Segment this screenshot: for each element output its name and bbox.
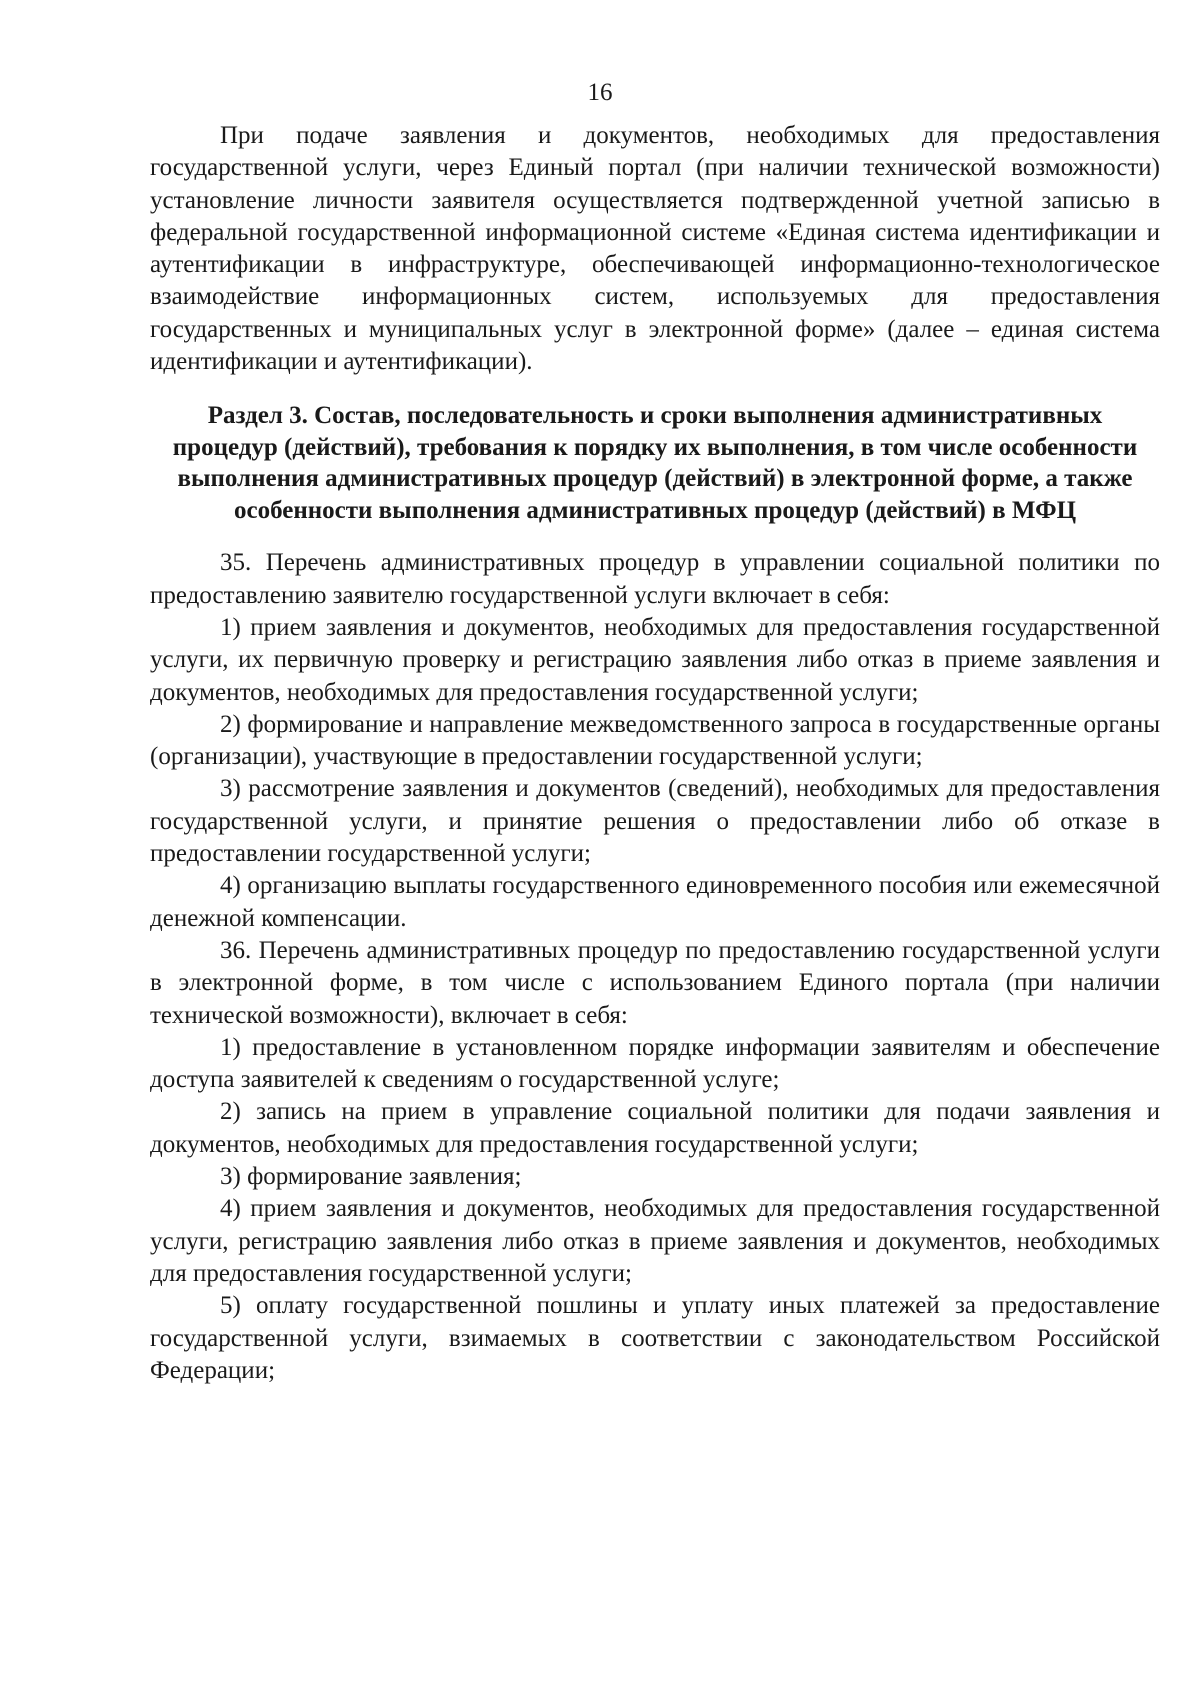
paragraph-36-item-2: 2) запись на прием в управление социальной политики для подачи заявления и документов, необходимых для предоставления государственной услуги; [150, 1098, 1160, 1158]
paragraph-36-item-4: 4) прием заявления и документов, необходимых для предоставления государственной услуги, регистрацию заявления либо отказ в приеме заявления и документов, необходимых для предоставления государственной услуги; [150, 1195, 1160, 1287]
paragraph-35-item-4: 4) организацию выплаты государственного единовременного пособия или ежемесячной денежной компенсации. [150, 872, 1160, 932]
page-number: 16 [587, 79, 613, 106]
section-3-heading: Раздел 3. Состав, последовательность и сроки выполнения административных процедур (действий), требования к порядку их выполнения, в том числе особенности выполнения административных процедур (действий) в электронной форме, а также особенности выполнения административных процедур (действий) в МФЦ [172, 402, 1138, 524]
paragraph-36-item-5: 5) оплату государственной пошлины и уплату иных платежей за предоставление государственной услуги, взимаемых в соответствии с законодательством Российской Федерации; [150, 1292, 1160, 1384]
paragraph-35-item-2: 2) формирование и направление межведомственного запроса в государственные органы (организации), участвующие в предоставлении государственной услуги; [150, 710, 1160, 771]
paragraph-35-item-3: 3) рассмотрение заявления и документов (сведений), необходимых для предоставления государственной услуги, и принятие решения о предоставлении либо об отказе в предоставлении государственной услуги; [150, 775, 1160, 868]
document-body [150, 120, 1160, 1387]
paragraph-35: 35. Перечень административных процедур в управлении социальной политики по предоставлению заявителю государственной услуги включает в себя: [150, 549, 1160, 609]
paragraph-36-item-1: 1) предоставление в установленном порядке информации заявителям и обеспечение доступа заявителей к сведениям о государственной услуге; [150, 1033, 1160, 1094]
paragraph-35-item-1: 1) прием заявления и документов, необходимых для предоставления государственной услуги, их первичную проверку и регистрацию заявления либо отказ в приеме заявления и документов, необходимых для предоставления государственной услуги; [150, 613, 1160, 706]
paragraph-36: 36. Перечень административных процедур по предоставлению государственной услуги в электронной форме, в том числе с использованием Единого портала (при наличии технической возможности), включает в себя: [150, 936, 1160, 1029]
paragraph-identity-verification: При подаче заявления и документов, необходимых для предоставления государственной услуги, через Единый портал (при наличии технической возможности) установление личности заявителя осуществляется подтвержденной учетной записью в федеральной государственной информационной системе «Единая система идентификации и аутентификации в инфраструктуре, обеспечивающей информационно-технологическое взаимодействие информационных систем, используемых для предоставления государственных и муниципальных услуг в электронной форме» (далее – единая система идентификации и аутентификации). [150, 122, 1160, 376]
paragraph-36-item-3: 3) формирование заявления; [220, 1163, 522, 1191]
